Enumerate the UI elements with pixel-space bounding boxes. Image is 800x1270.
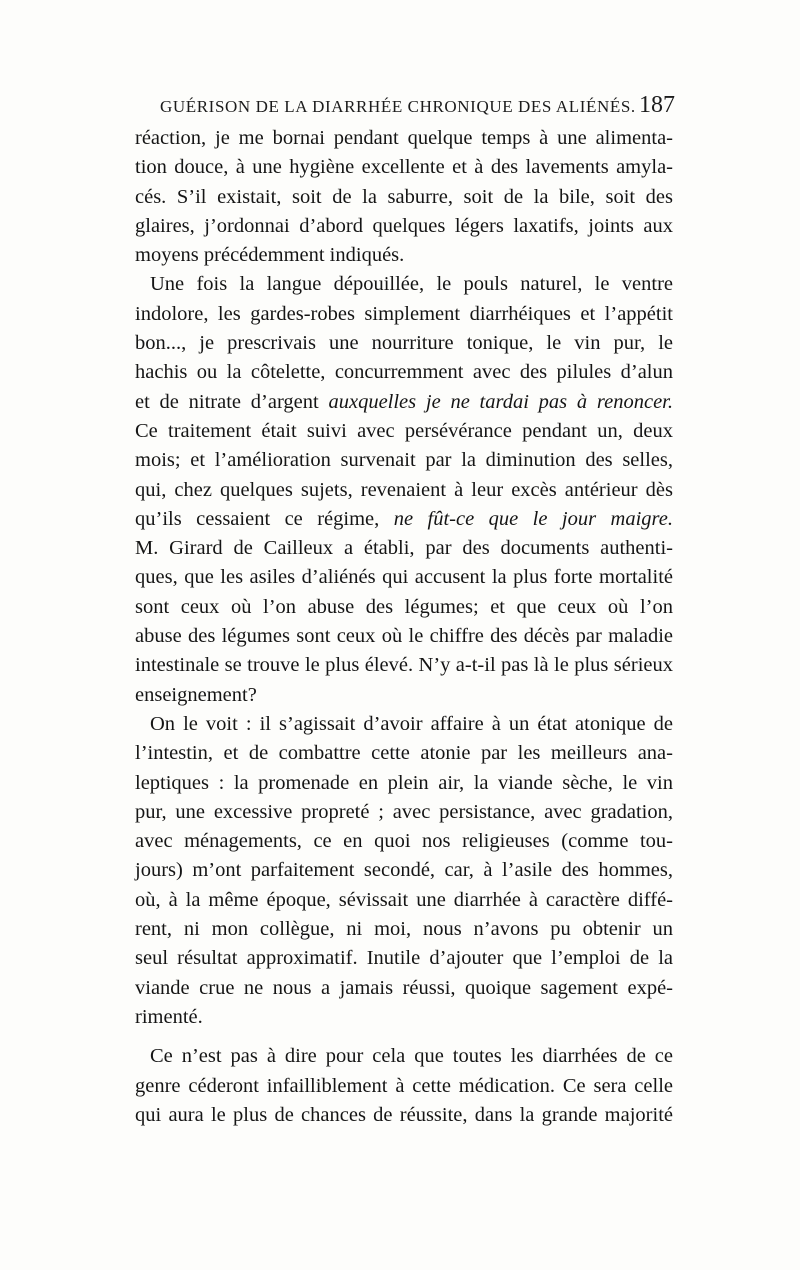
text-line: pur, une excessive propreté ; avec persistance, avec gradation, <box>135 800 673 823</box>
text-line: avec ménagements, ce en quoi nos religieuses (comme tou- <box>135 830 673 853</box>
text-line: qui aura le plus de chances de réussite, dans la grande majorité <box>135 1103 673 1126</box>
text-line: moyens précédemment indiqués. <box>135 244 405 267</box>
text-line: Ce n’est pas à dire pour cela que toutes les diarrhées de ce <box>150 1045 673 1068</box>
text-line: cés. S’il existait, soit de la saburre, soit de la bile, soit des <box>135 185 673 208</box>
running-head <box>135 92 675 122</box>
text-line: réaction, je me bornai pendant quelque temps à une alimenta- <box>135 127 673 149</box>
body-text <box>135 124 673 1130</box>
text-line: l’intestin, et de combattre cette atonie par les meilleurs ana- <box>135 742 673 765</box>
text-span: et de nitrate d’argent <box>135 390 329 413</box>
text-line: M. Girard de Cailleux a établi, par des documents authenti- <box>135 537 673 560</box>
text-line-mixed <box>135 505 673 534</box>
text-line: viande crue ne nous a jamais réussi, quoique sagement expé- <box>135 976 673 999</box>
text-line: intestinale se trouve le plus élevé. N’y a-t-il pas là le plus sérieux <box>135 654 673 677</box>
text-line-mixed <box>135 388 673 417</box>
text-line: où, à la même époque, sévissait une diarrhée à caractère diffé- <box>135 888 673 911</box>
text-line: Ce traitement était suivi avec persévérance pendant un, deux <box>135 419 673 442</box>
text-line: abuse des légumes sont ceux où le chiffre des décès par maladie <box>135 625 673 648</box>
text-line: enseignement? <box>135 683 257 706</box>
text-line: tion douce, à une hygiène excellente et à des lavements amyla- <box>135 156 673 179</box>
text-line: genre céderont infailliblement à cette médication. Ce sera celle <box>135 1074 673 1097</box>
running-title: GUÉRISON DE LA DIARRHÉE CHRONIQUE DES ALIÉNÉS. <box>160 97 636 116</box>
text-line: seul résultat approximatif. Inutile d’ajouter que l’emploi de la <box>135 947 673 970</box>
text-line: Une fois la langue dépouillée, le pouls naturel, le ventre <box>150 273 673 296</box>
text-line: ques, que les asiles d’aliénés qui accusent la plus forte mortalité <box>135 566 673 589</box>
text-line: jours) m’ont parfaitement secondé, car, à l’asile des hommes, <box>135 859 673 882</box>
text-line: hachis ou la côtelette, concurremment avec des pilules d’alun <box>135 361 673 384</box>
text-line: leptiques : la promenade en plein air, la viande sèche, le vin <box>135 771 673 794</box>
italic-phrase: auxquelles je ne tardai pas à renoncer. <box>328 390 673 413</box>
text-line: mois; et l’amélioration survenait par la diminution des selles, <box>135 449 673 472</box>
text-line: glaires, j’ordonnai d’abord quelques légers laxatifs, joints aux <box>135 214 673 237</box>
text-line: rimenté. <box>135 1005 203 1028</box>
text-line: sont ceux où l’on abuse des légumes; et que ceux où l’on <box>135 595 673 618</box>
italic-phrase: ne fût-ce que le jour maigre. <box>393 507 673 530</box>
page-number: 187 <box>639 92 675 118</box>
text-line: bon..., je prescrivais une nourriture tonique, le vin pur, le <box>135 332 673 355</box>
text-line: rent, ni mon collègue, ni moi, nous n’avons pu obtenir un <box>135 918 673 941</box>
text-line: qui, chez quelques sujets, revenaient à leur excès antérieur dès <box>135 478 673 501</box>
text-span: qu’ils cessaient ce régime, <box>135 507 394 530</box>
text-line: On le voit : il s’agissait d’avoir affaire à un état atonique de <box>150 712 673 735</box>
text-line: indolore, les gardes-robes simplement diarrhéiques et l’appétit <box>135 302 673 325</box>
